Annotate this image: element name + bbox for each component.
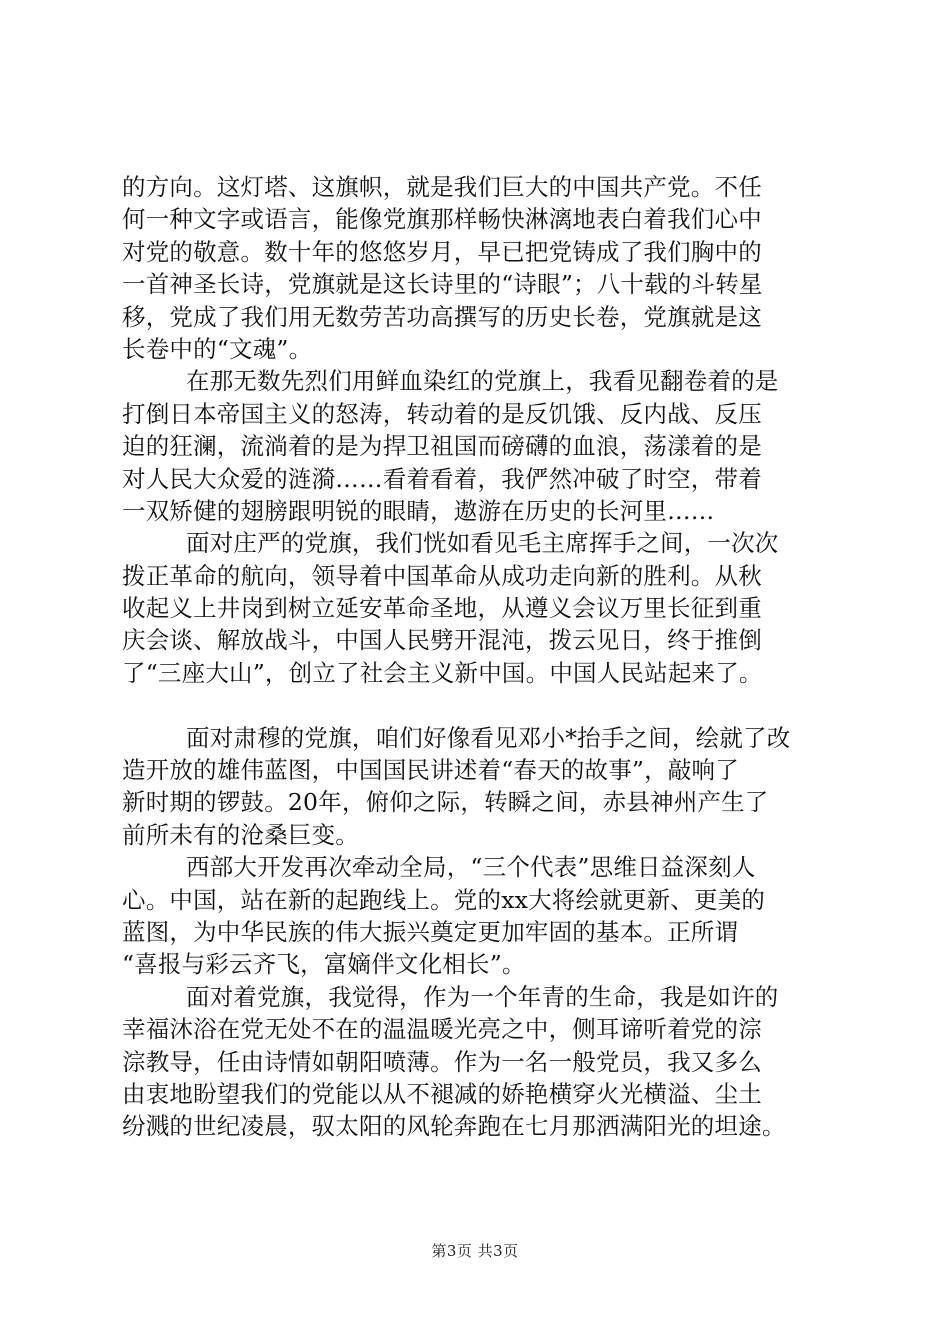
text-line: 新时期的锣鼓。20年，俯仰之际，转瞬之间，赤县神州产生了 [122, 788, 769, 817]
text-line: 一首神圣长诗，党旗就是这长诗里的“诗眼”；八十载的斗转星 [122, 270, 763, 299]
text-line: 面对肃穆的党旗，咱们好像看见邓小*抬手之间，绘就了改 [186, 723, 791, 752]
text-line: 的方向。这灯塔、这旗帜，就是我们巨大的中国共产党。不任 [122, 173, 762, 201]
paragraph [122, 365, 834, 527]
text-line: 长卷中的“文魂”。 [122, 334, 313, 363]
text-line: 淙教导，任由诗情如朝阳喷薄。作为一名一般党员，我又多么 [122, 1047, 762, 1076]
text-line: 心。中国，站在新的起跑线上。党的xx大将绘就更新、更美的 [122, 885, 766, 914]
text-line: “喜报与彩云齐飞，富嫡伴文化相长”。 [122, 950, 526, 979]
text-line: 面对着党旗，我觉得，作为一个年青的生命，我是如许的 [186, 982, 779, 1011]
paragraph [122, 722, 834, 852]
paragraph [122, 851, 834, 981]
text-line: 纷溅的世纪凌晨，驭太阳的风轮奔跑在七月那洒满阳光的坦途。 [122, 1112, 786, 1141]
paragraph [122, 527, 834, 689]
text-line: 造开放的雄伟蓝图，中国国民讲述着“春天的故事”，敲响了 [122, 756, 739, 785]
text-line: 收起义上井岗到树立延安革命圣地，从遵义会议万里长征到重 [122, 594, 762, 623]
text-line: 对党的敬意。数十年的悠悠岁月，早已把党铸成了我们胸中的 [122, 237, 762, 266]
text-line: 由衷地盼望我们的党能以从不褪减的娇艳横穿火光横溢、尘土 [122, 1079, 762, 1108]
text-line: 拨正革命的航向，领导着中国革命从成功走向新的胜利。从秋 [122, 561, 762, 590]
page-footer [0, 1240, 950, 1261]
paragraph [122, 171, 834, 365]
text-line: 打倒日本帝国主义的怒涛，转动着的是反饥饿、反内战、反压 [122, 399, 762, 428]
text-line: 蓝图，为中华民族的伟大振兴奠定更加牢固的基本。正所谓 [122, 917, 739, 946]
text-line: 庆会谈、解放战斗，中国人民劈开混沌，拨云见日，终于推倒 [122, 626, 762, 655]
text-line: 在那无数先烈们用鲜血染红的党旗上，我看见翻卷着的是 [186, 367, 779, 396]
text-line: 移，党成了我们用无数劳苦功高撰写的历史长卷，党旗就是这 [122, 302, 762, 331]
text-line: 面对庄严的党旗，我们恍如看见毛主席挥手之间，一次次 [186, 529, 779, 558]
text-line: 了“三座大山”，创立了社会主义新中国。中国人民站起来了。 [122, 658, 763, 687]
text-line: 幸福沐浴在党无处不在的温温暖光亮之中，侧耳谛听着党的淙 [122, 1015, 762, 1044]
document-body [122, 171, 834, 1143]
paragraph [122, 981, 834, 1143]
page-number: 第3页 共3页 [431, 1242, 519, 1260]
text-line: 对人民大众爱的涟漪……看着看着，我俨然冲破了时空，带着 [122, 464, 762, 493]
text-line: 一双矫健的翅膀跟明锐的眼睛，遨游在历史的长河里…… [122, 496, 715, 525]
text-line: 西部大开发再次牵动全局，“三个代表”思维日益深刻人 [186, 853, 756, 882]
paragraph-gap [122, 689, 834, 721]
text-line: 前所未有的沧桑巨变。 [122, 820, 359, 849]
text-line: 迫的狂澜，流淌着的是为捍卫祖国而磅礴的血浪，荡漾着的是 [122, 432, 762, 461]
text-line: 何一种文字或语言，能像党旗那样畅快淋漓地表白着我们心中 [122, 205, 762, 234]
